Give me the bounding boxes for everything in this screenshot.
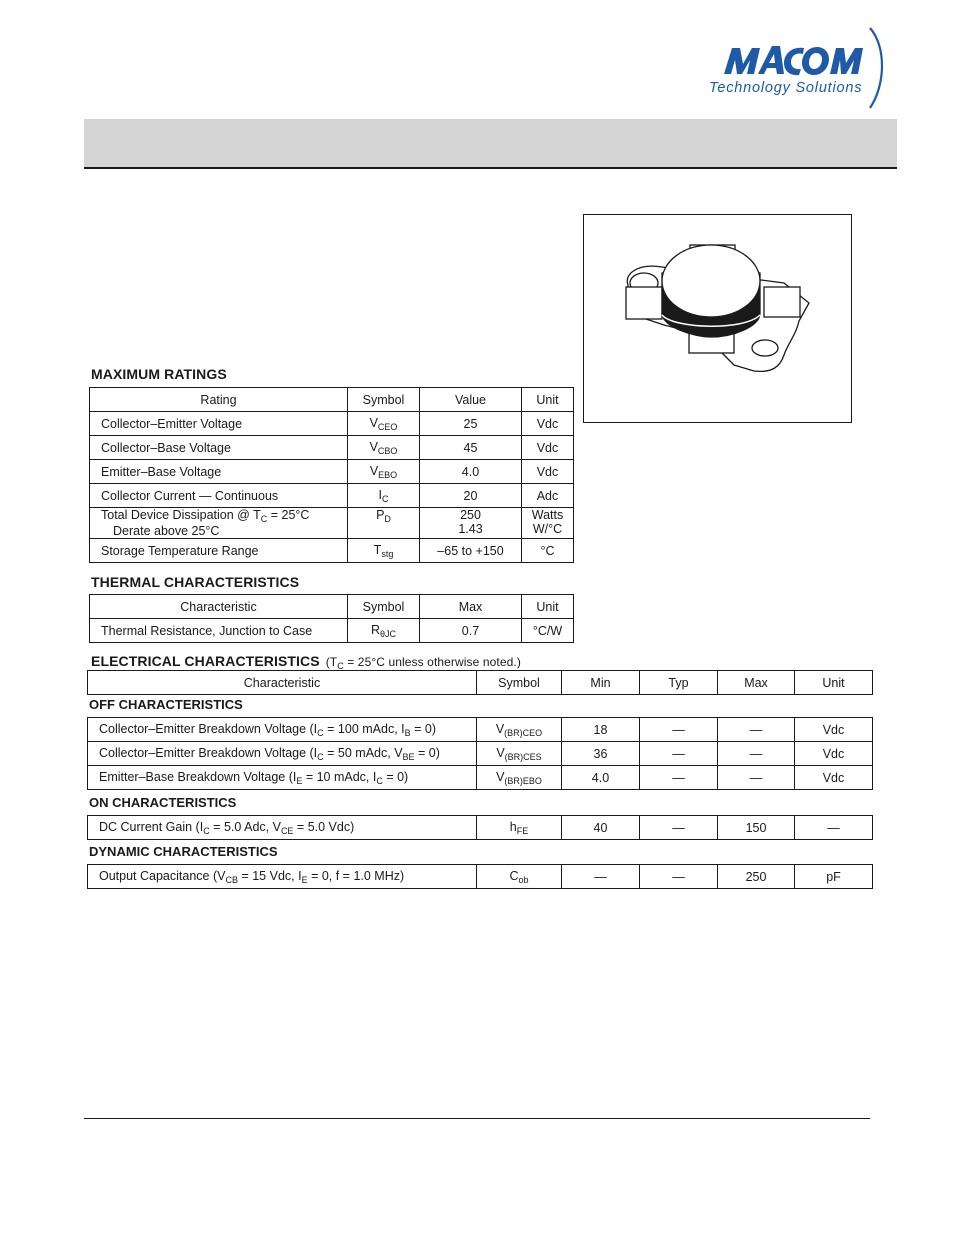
- rating-cell: Collector–Base Voltage: [90, 436, 348, 460]
- on-characteristics-table: [87, 815, 873, 840]
- min-cell: 4.0: [562, 766, 640, 790]
- characteristic-cell: Emitter–Base Breakdown Voltage ($I_E = 10$ mAdc, $I_C = 0$): [88, 766, 477, 790]
- col-header: Value: [420, 388, 522, 412]
- table-row: [88, 718, 873, 742]
- symbol-cell: $T_{stg}$: [348, 539, 420, 563]
- dynamic-characteristics-table: [87, 864, 873, 889]
- unit-cell: Vdc: [522, 436, 574, 460]
- symbol-cell: $I_C$: [348, 484, 420, 508]
- rating-cell: Emitter–Base Voltage: [90, 460, 348, 484]
- table-row: [90, 619, 574, 643]
- electrical-header-table: [87, 670, 873, 695]
- unit-cell: Vdc: [522, 412, 574, 436]
- col-header: Typ: [640, 671, 718, 695]
- col-header: Symbol: [348, 595, 420, 619]
- table-row: [88, 766, 873, 790]
- col-header: Unit: [795, 671, 873, 695]
- col-header: Characteristic: [88, 671, 477, 695]
- min-cell: 36: [562, 742, 640, 766]
- symbol-cell: $V_{CEO}$: [348, 412, 420, 436]
- characteristic-cell: DC Current Gain ($I_C = 5.0$ Adc, $V_{CE} = 5.0$ Vdc): [88, 816, 477, 840]
- table-row: [88, 742, 873, 766]
- logo-tagline: Technology Solutions: [709, 80, 863, 96]
- off-characteristics-title: OFF CHARACTERISTICS: [89, 697, 243, 712]
- col-header: Characteristic: [90, 595, 348, 619]
- max-cell: —: [718, 742, 795, 766]
- value-cell: 250 1.43: [420, 508, 522, 539]
- value-cell: 25: [420, 412, 522, 436]
- package-drawing: [583, 214, 852, 423]
- max-cell: —: [718, 718, 795, 742]
- typ-cell: —: [640, 766, 718, 790]
- electrical-title: ELECTRICAL CHARACTERISTICS ($T_C = 25^\circ C$ unless otherwise noted.): [91, 653, 521, 671]
- on-characteristics-title: ON CHARACTERISTICS: [89, 795, 237, 810]
- min-cell: 18: [562, 718, 640, 742]
- col-header: Symbol: [348, 388, 420, 412]
- max-ratings-table: [89, 387, 574, 563]
- unit-cell: pF: [795, 865, 873, 889]
- table-row: [88, 816, 873, 840]
- value-cell: 45: [420, 436, 522, 460]
- max-cell: 150: [718, 816, 795, 840]
- unit-cell: °C: [522, 539, 574, 563]
- symbol-cell: $V_{(BR)EBO}$: [477, 766, 562, 790]
- table-row: [90, 460, 574, 484]
- table-row: [90, 412, 574, 436]
- symbol-cell: $R_{\theta JC}$: [348, 619, 420, 643]
- rating-cell: Collector Current — Continuous: [90, 484, 348, 508]
- table-header-row: [88, 671, 873, 695]
- typ-cell: —: [640, 865, 718, 889]
- dynamic-characteristics-title: DYNAMIC CHARACTERISTICS: [89, 844, 278, 859]
- unit-cell: Vdc: [795, 766, 873, 790]
- unit-cell: Vdc: [795, 718, 873, 742]
- symbol-cell: $h_{FE}$: [477, 816, 562, 840]
- thermal-table: [89, 594, 574, 643]
- table-header-row: [90, 388, 574, 412]
- max-cell: —: [718, 766, 795, 790]
- title-bar: [84, 119, 897, 169]
- off-characteristics-table: [87, 717, 873, 790]
- col-header: Rating: [90, 388, 348, 412]
- unit-cell: Vdc: [795, 742, 873, 766]
- col-header: Unit: [522, 595, 574, 619]
- unit-cell: —: [795, 816, 873, 840]
- min-cell: 40: [562, 816, 640, 840]
- rating-cell: Total Device Dissipation @ $T_C = 25^\circ C$ Derate above 25°C: [90, 508, 348, 539]
- value-cell: 20: [420, 484, 522, 508]
- table-row: [88, 865, 873, 889]
- value-cell: 4.0: [420, 460, 522, 484]
- table-row: [90, 508, 574, 539]
- table-row: [90, 484, 574, 508]
- typ-cell: —: [640, 718, 718, 742]
- max-cell: 250: [718, 865, 795, 889]
- col-header: Symbol: [477, 671, 562, 695]
- unit-cell: Vdc: [522, 460, 574, 484]
- symbol-cell: $V_{(BR)CEO}$: [477, 718, 562, 742]
- table-header-row: [90, 595, 574, 619]
- unit-cell: Adc: [522, 484, 574, 508]
- table-row: [90, 436, 574, 460]
- footer-divider: [84, 1118, 870, 1119]
- characteristic-cell: Collector–Emitter Breakdown Voltage ($I_C = 100$ mAdc, $I_B = 0$): [88, 718, 477, 742]
- col-header: Max: [420, 595, 522, 619]
- characteristic-cell: Thermal Resistance, Junction to Case: [90, 619, 348, 643]
- col-header: Unit: [522, 388, 574, 412]
- col-header: Max: [718, 671, 795, 695]
- characteristic-cell: Collector–Emitter Breakdown Voltage ($I_C = 50$ mAdc, $V_{BE} = 0$): [88, 742, 477, 766]
- col-header: Min: [562, 671, 640, 695]
- min-cell: —: [562, 865, 640, 889]
- symbol-cell: $C_{ob}$: [477, 865, 562, 889]
- symbol-cell: $V_{(BR)CES}$: [477, 742, 562, 766]
- rating-cell: Storage Temperature Range: [90, 539, 348, 563]
- symbol-cell: $V_{CBO}$: [348, 436, 420, 460]
- unit-cell: Watts W/°C: [522, 508, 574, 539]
- macom-logo: [700, 26, 890, 116]
- symbol-cell: $V_{EBO}$: [348, 460, 420, 484]
- typ-cell: —: [640, 816, 718, 840]
- characteristic-cell: Output Capacitance ($V_{CB} = 15$ Vdc, $I_E = 0$, f = 1.0 MHz): [88, 865, 477, 889]
- rating-cell: Collector–Emitter Voltage: [90, 412, 348, 436]
- symbol-cell: $P_D$: [348, 508, 420, 539]
- value-cell: –65 to +150: [420, 539, 522, 563]
- typ-cell: —: [640, 742, 718, 766]
- table-row: [90, 539, 574, 563]
- thermal-title: THERMAL CHARACTERISTICS: [91, 574, 300, 590]
- max-ratings-title: MAXIMUM RATINGS: [91, 366, 227, 382]
- unit-cell: °C/W: [522, 619, 574, 643]
- max-cell: 0.7: [420, 619, 522, 643]
